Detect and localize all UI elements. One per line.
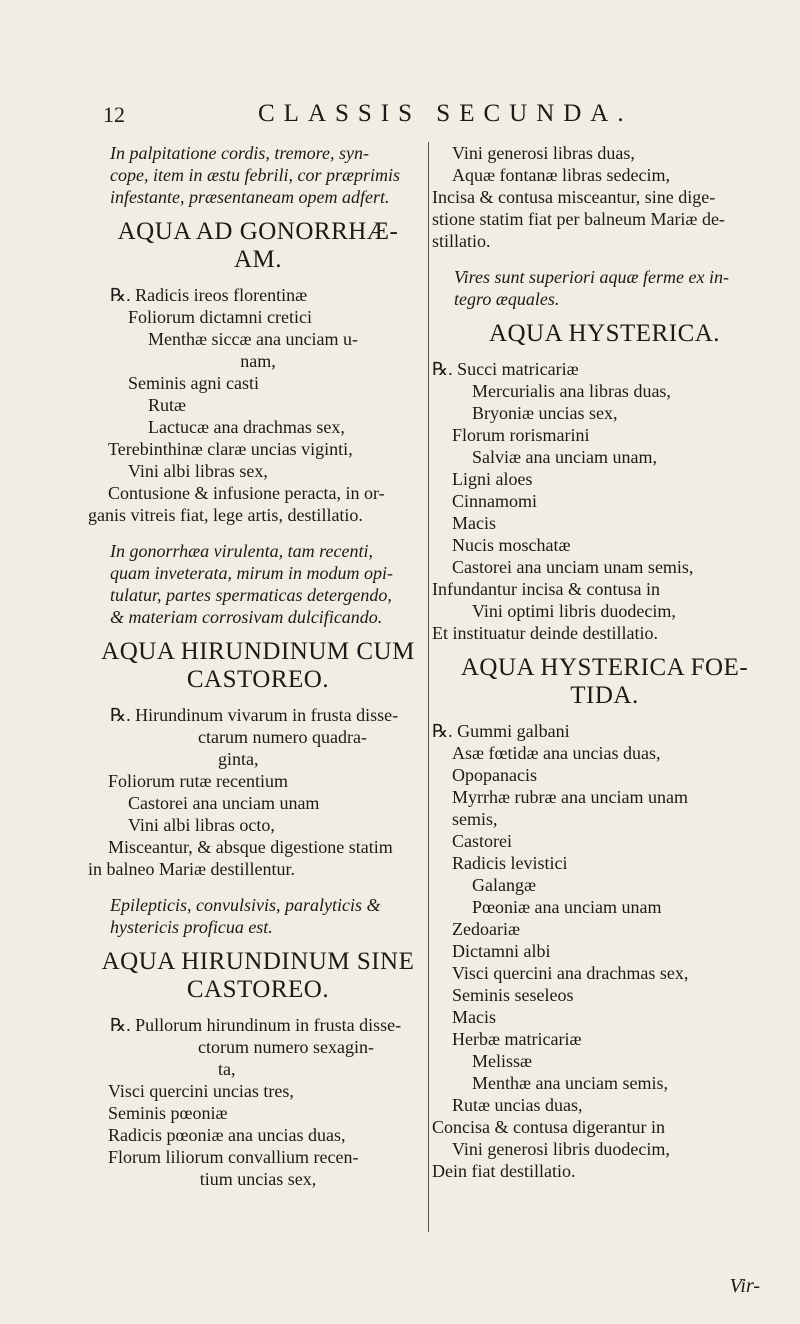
recipe-line: Contusione & infusione peracta, in or- — [108, 483, 385, 503]
recipe-line: Incisa & contusa misceantur, sine dige- — [432, 187, 716, 207]
recipe-line: ℞. Radicis ireos florentinæ — [110, 285, 308, 305]
recipe-body — [88, 1014, 428, 1190]
text-line: tulatur, partes spermaticas detergendo, — [110, 585, 392, 605]
text-line: In gonorrhæa virulenta, tam recenti, — [110, 541, 373, 561]
recipe-line: ginta, — [218, 749, 259, 769]
title-line: CASTOREO. — [186, 976, 330, 1003]
left-column — [88, 142, 428, 1190]
recipe-line: Visci quercini ana drachmas sex, — [452, 963, 689, 983]
recipe-line: Herbæ matricariæ — [452, 1029, 582, 1049]
usage-note — [432, 266, 777, 310]
recipe-line: Menthæ ana unciam semis, — [472, 1073, 668, 1093]
recipe-line: ctorum numero sexagin- — [198, 1037, 374, 1057]
recipe-line: Nucis moschatæ — [452, 535, 571, 555]
recipe-title — [88, 948, 428, 1004]
recipe-line: Vini albi libras sex, — [128, 461, 268, 481]
recipe-line: Opopanacis — [452, 765, 537, 785]
recipe-line: Melissæ — [472, 1051, 533, 1071]
running-head: CLASSIS SECUNDA. — [258, 100, 633, 127]
usage-note — [88, 894, 428, 938]
text-line: hystericis proficua est. — [110, 917, 273, 937]
recipe-line: Myrrhæ rubræ ana unciam unam — [452, 787, 688, 807]
recipe-title — [432, 320, 777, 348]
recipe-line: Aquæ fontanæ libras sedecim, — [452, 165, 670, 185]
recipe-line: Terebinthinæ claræ uncias viginti, — [108, 439, 353, 459]
recipe-line: ganis vitreis fiat, lege artis, destillatio. — [88, 505, 363, 525]
recipe-line: ctarum numero quadra- — [198, 727, 367, 747]
recipe-line: Asæ fœtidæ ana uncias duas, — [452, 743, 661, 763]
recipe-line: stione statim fiat per balneum Mariæ de- — [432, 209, 725, 229]
title-line: TIDA. — [570, 682, 639, 709]
recipe-line: Galangæ — [472, 875, 536, 895]
recipe-line: Bryoniæ uncias sex, — [472, 403, 618, 423]
text-line: infestante, præsentaneam opem adfert. — [110, 187, 390, 207]
intro-note — [88, 142, 428, 208]
recipe-line: Concisa & contusa digerantur in — [432, 1117, 665, 1137]
title-line: AQUA HIRUNDINUM SINE — [101, 948, 415, 975]
column-divider — [428, 142, 429, 1232]
recipe-line: Rutæ uncias duas, — [452, 1095, 583, 1115]
recipe-line: Salviæ ana unciam unam, — [472, 447, 657, 467]
recipe-line: in balneo Mariæ destillentur. — [88, 859, 295, 879]
title-line: CASTOREO. — [186, 666, 330, 693]
recipe-line: Florum rorismarini — [452, 425, 590, 445]
recipe-line: ℞. Succi matricariæ — [432, 359, 579, 379]
recipe-line: Visci quercini uncias tres, — [108, 1081, 294, 1101]
recipe-line: Radicis levistici — [452, 853, 568, 873]
page-number: 12 — [103, 102, 125, 127]
right-column — [432, 142, 777, 1182]
recipe-line: tium uncias sex, — [199, 1169, 317, 1189]
recipe-body — [432, 358, 777, 644]
recipe-line: Seminis agni casti — [128, 373, 259, 393]
title-line: AQUA HIRUNDINUM CUM — [101, 638, 415, 665]
recipe-line: Menthæ siccæ ana unciam u- — [148, 329, 358, 349]
text-line: In palpitatione cordis, tremore, syn- — [110, 143, 369, 163]
recipe-body — [88, 284, 428, 526]
recipe-line: Macis — [452, 513, 496, 533]
catchword: Vir- — [729, 1275, 760, 1297]
recipe-line: Radicis pœoniæ ana uncias duas, — [108, 1125, 346, 1145]
recipe-line: Ligni aloes — [452, 469, 533, 489]
recipe-line: semis, — [452, 809, 498, 829]
recipe-line: Dein fiat destillatio. — [432, 1161, 576, 1181]
recipe-line: Rutæ — [148, 395, 187, 415]
recipe-line: ℞. Hirundinum vivarum in frusta disse- — [110, 705, 399, 725]
recipe-line: stillatio. — [432, 231, 491, 251]
recipe-body — [88, 704, 428, 880]
recipe-line: ta, — [218, 1059, 236, 1079]
text-line: Vires sunt superiori aquæ ferme ex in- — [454, 267, 729, 287]
recipe-line: ℞. Pullorum hirundinum in frusta disse- — [110, 1015, 402, 1035]
recipe-line: Castorei ana unciam unam — [128, 793, 320, 813]
recipe-line: Castorei ana unciam unam semis, — [452, 557, 694, 577]
text-line: quam inveterata, mirum in modum opi- — [110, 563, 393, 583]
recipe-line: Foliorum dictamni cretici — [128, 307, 312, 327]
title-line: AM. — [233, 246, 283, 273]
text-line: Epilepticis, convulsivis, paralyticis & — [110, 895, 381, 915]
recipe-line: Vini generosi libris duodecim, — [452, 1139, 670, 1159]
recipe-title — [432, 654, 777, 710]
recipe-line: Et instituatur deinde destillatio. — [432, 623, 658, 643]
recipe-continuation — [432, 142, 777, 252]
recipe-line: Misceantur, & absque digestione statim — [108, 837, 393, 857]
recipe-line: Mercurialis ana libras duas, — [472, 381, 671, 401]
recipe-line: Foliorum rutæ recentium — [108, 771, 288, 791]
recipe-line: Infundantur incisa & contusa in — [432, 579, 660, 599]
recipe-line: Vini albi libras octo, — [128, 815, 275, 835]
recipe-title — [88, 638, 428, 694]
recipe-line: ℞. Gummi galbani — [432, 721, 570, 741]
recipe-line: Cinnamomi — [452, 491, 537, 511]
usage-note — [88, 540, 428, 628]
recipe-line: Florum liliorum convallium recen- — [108, 1147, 359, 1167]
recipe-line: nam, — [240, 351, 276, 371]
recipe-title — [88, 218, 428, 274]
recipe-line: Pœoniæ ana unciam unam — [472, 897, 662, 917]
recipe-body — [432, 720, 777, 1182]
title-line: AQUA AD GONORRHÆ- — [117, 218, 399, 245]
recipe-line: Castorei — [452, 831, 512, 851]
recipe-line: Macis — [452, 1007, 496, 1027]
recipe-line: Lactucæ ana drachmas sex, — [148, 417, 345, 437]
title-line: AQUA HYSTERICA. — [488, 320, 721, 347]
recipe-line: Vini optimi libris duodecim, — [472, 601, 676, 621]
recipe-line: Dictamni albi — [452, 941, 551, 961]
text-line: cope, item in æstu febrili, cor præprimis — [110, 165, 400, 185]
recipe-line: Vini generosi libras duas, — [452, 143, 635, 163]
recipe-line: Zedoariæ — [452, 919, 520, 939]
recipe-line: Seminis pœoniæ — [108, 1103, 228, 1123]
recipe-line: Seminis seseleos — [452, 985, 574, 1005]
text-line: tegro æquales. — [454, 289, 560, 309]
text-line: & materiam corrosivam dulcificando. — [110, 607, 383, 627]
title-line: AQUA HYSTERICA FOE- — [460, 654, 749, 681]
